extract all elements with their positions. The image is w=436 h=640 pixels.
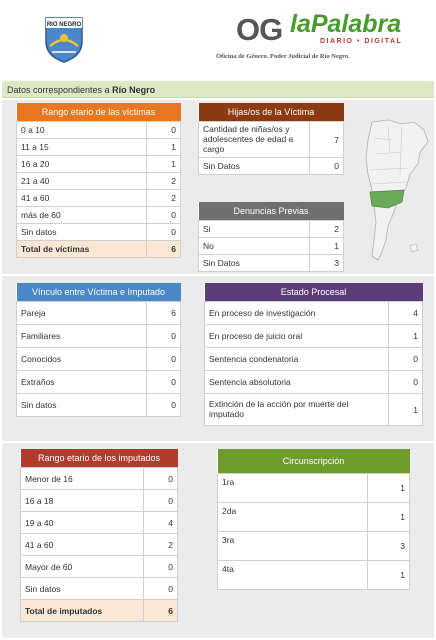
row-label: Sin datos bbox=[17, 224, 147, 241]
total-label: Total de víctimas bbox=[17, 241, 147, 258]
brand-og: OG bbox=[236, 12, 283, 47]
table-title: Estado Procesal bbox=[205, 283, 423, 302]
table-row bbox=[205, 371, 423, 394]
table-title: Rango etario de las víctimas bbox=[17, 103, 181, 122]
row-label: Extinción de la acción por muerte del imputado bbox=[205, 394, 389, 426]
row-value: 3 bbox=[310, 255, 344, 272]
row-value: 3 bbox=[368, 532, 410, 561]
row-label: 41 a 60 bbox=[17, 190, 147, 207]
row-label: 16 a 18 bbox=[21, 490, 144, 512]
total-value: 6 bbox=[147, 241, 181, 258]
row-label: 2da bbox=[218, 503, 368, 532]
table-title: Vínculo entre Víctima e Imputado bbox=[17, 283, 181, 302]
argentina-map bbox=[358, 118, 432, 264]
row-label: En proceso de investigación bbox=[205, 302, 389, 325]
row-label: Sin Datos bbox=[199, 158, 310, 175]
table-row bbox=[21, 578, 178, 600]
table-row bbox=[199, 158, 344, 175]
rio-negro-seal bbox=[40, 8, 88, 64]
row-label: Familiares bbox=[17, 325, 147, 348]
row-label: 11 a 15 bbox=[17, 139, 147, 156]
table-row bbox=[17, 207, 181, 224]
table-row bbox=[17, 122, 181, 139]
total-value: 6 bbox=[144, 600, 178, 622]
row-value: 0 bbox=[147, 371, 181, 394]
row-label: Extraños bbox=[17, 371, 147, 394]
table-row bbox=[21, 556, 178, 578]
row-value: 4 bbox=[144, 512, 178, 534]
table-row bbox=[17, 302, 181, 325]
row-label: 0 a 10 bbox=[17, 122, 147, 139]
row-value: 1 bbox=[368, 561, 410, 590]
accused-age-table bbox=[20, 449, 178, 622]
row-value: 2 bbox=[310, 221, 344, 238]
row-label: más de 60 bbox=[17, 207, 147, 224]
row-value: 1 bbox=[310, 238, 344, 255]
row-label: 19 a 40 bbox=[21, 512, 144, 534]
table-row bbox=[17, 371, 181, 394]
row-label: 16 a 20 bbox=[17, 156, 147, 173]
row-label: Sin datos bbox=[17, 394, 147, 417]
relationship-table bbox=[16, 283, 181, 417]
total-row bbox=[21, 600, 178, 622]
table-row bbox=[199, 221, 344, 238]
table-row bbox=[218, 474, 410, 503]
row-label: 21 a 40 bbox=[17, 173, 147, 190]
table-title: Rango etario de los imputados bbox=[21, 449, 178, 468]
row-label: Sentencia absolutoria bbox=[205, 371, 389, 394]
table-row bbox=[21, 490, 178, 512]
table-title: Denuncias Previas bbox=[199, 202, 344, 221]
row-label: Sin datos bbox=[21, 578, 144, 600]
table-row bbox=[218, 561, 410, 590]
table-row bbox=[199, 122, 344, 158]
table-row bbox=[218, 532, 410, 561]
table-row bbox=[17, 139, 181, 156]
table-row bbox=[199, 238, 344, 255]
row-value: 0 bbox=[144, 468, 178, 490]
row-label: En proceso de juicio oral bbox=[205, 325, 389, 348]
table-row bbox=[17, 190, 181, 207]
data-context-bar bbox=[2, 81, 434, 98]
page-header bbox=[0, 0, 436, 80]
table-title: Hijas/os de la Víctima bbox=[199, 103, 344, 122]
children-table bbox=[198, 103, 344, 175]
prior-complaints-table bbox=[198, 202, 344, 272]
row-value: 1 bbox=[147, 156, 181, 173]
row-value: 2 bbox=[147, 190, 181, 207]
row-label: 4ta bbox=[218, 561, 368, 590]
row-label: Si bbox=[199, 221, 310, 238]
table-row bbox=[205, 348, 423, 371]
row-value: 0 bbox=[144, 578, 178, 600]
databar-province: Río Negro bbox=[112, 85, 156, 95]
brand-logo bbox=[216, 8, 429, 68]
row-value: 7 bbox=[310, 122, 344, 158]
row-label: Mayor de 60 bbox=[21, 556, 144, 578]
row-value: 1 bbox=[389, 394, 423, 426]
row-label: No bbox=[199, 238, 310, 255]
row-label: Sentencia condenatoria bbox=[205, 348, 389, 371]
brand-subtitle: Oficina de Género. Poder Judicial de Río Negro. bbox=[216, 53, 350, 60]
row-value: 6 bbox=[147, 302, 181, 325]
rio-negro-region bbox=[370, 190, 404, 208]
row-value: 0 bbox=[147, 207, 181, 224]
table-row bbox=[205, 325, 423, 348]
row-value: 0 bbox=[147, 394, 181, 417]
table-title: Circunscripción bbox=[218, 449, 410, 474]
row-value: 0 bbox=[310, 158, 344, 175]
row-label: 41 a 60 bbox=[21, 534, 144, 556]
table-row bbox=[17, 156, 181, 173]
row-value: 0 bbox=[389, 371, 423, 394]
row-value: 1 bbox=[147, 139, 181, 156]
databar-prefix: Datos correspondientes a bbox=[7, 85, 110, 95]
table-row bbox=[218, 503, 410, 532]
procedural-status-table bbox=[204, 283, 423, 426]
row-value: 2 bbox=[147, 173, 181, 190]
row-label: Sin Datos bbox=[199, 255, 310, 272]
table-row bbox=[17, 394, 181, 417]
row-value: 1 bbox=[389, 325, 423, 348]
table-row bbox=[199, 255, 344, 272]
row-label: Pareja bbox=[17, 302, 147, 325]
row-value: 0 bbox=[147, 224, 181, 241]
victim-age-table bbox=[16, 103, 181, 258]
table-row bbox=[17, 173, 181, 190]
row-value: 0 bbox=[147, 325, 181, 348]
row-value: 0 bbox=[147, 348, 181, 371]
seal-text: RIO NEGRO bbox=[46, 22, 82, 28]
table-row bbox=[21, 512, 178, 534]
brand-name: laPalabra bbox=[290, 10, 402, 38]
brand-tagline: DIARIO • DIGITAL bbox=[320, 38, 403, 45]
row-label: 3ra bbox=[218, 532, 368, 561]
table-row bbox=[17, 325, 181, 348]
row-label: 1ra bbox=[218, 474, 368, 503]
circumscription-table bbox=[217, 449, 410, 590]
total-label: Total de imputados bbox=[21, 600, 144, 622]
table-row bbox=[21, 534, 178, 556]
total-row bbox=[17, 241, 181, 258]
row-value: 0 bbox=[144, 556, 178, 578]
row-value: 0 bbox=[147, 122, 181, 139]
row-label: Conocidos bbox=[17, 348, 147, 371]
table-row bbox=[17, 348, 181, 371]
row-value: 0 bbox=[144, 490, 178, 512]
table-row bbox=[205, 394, 423, 426]
row-label: Menor de 16 bbox=[21, 468, 144, 490]
row-value: 1 bbox=[368, 474, 410, 503]
table-row bbox=[17, 224, 181, 241]
table-row bbox=[205, 302, 423, 325]
row-value: 1 bbox=[368, 503, 410, 532]
row-label: Cantidad de niñas/os y adolescentes de edad a cargo bbox=[199, 122, 310, 158]
row-value: 0 bbox=[389, 348, 423, 371]
row-value: 4 bbox=[389, 302, 423, 325]
row-value: 2 bbox=[144, 534, 178, 556]
table-row bbox=[21, 468, 178, 490]
